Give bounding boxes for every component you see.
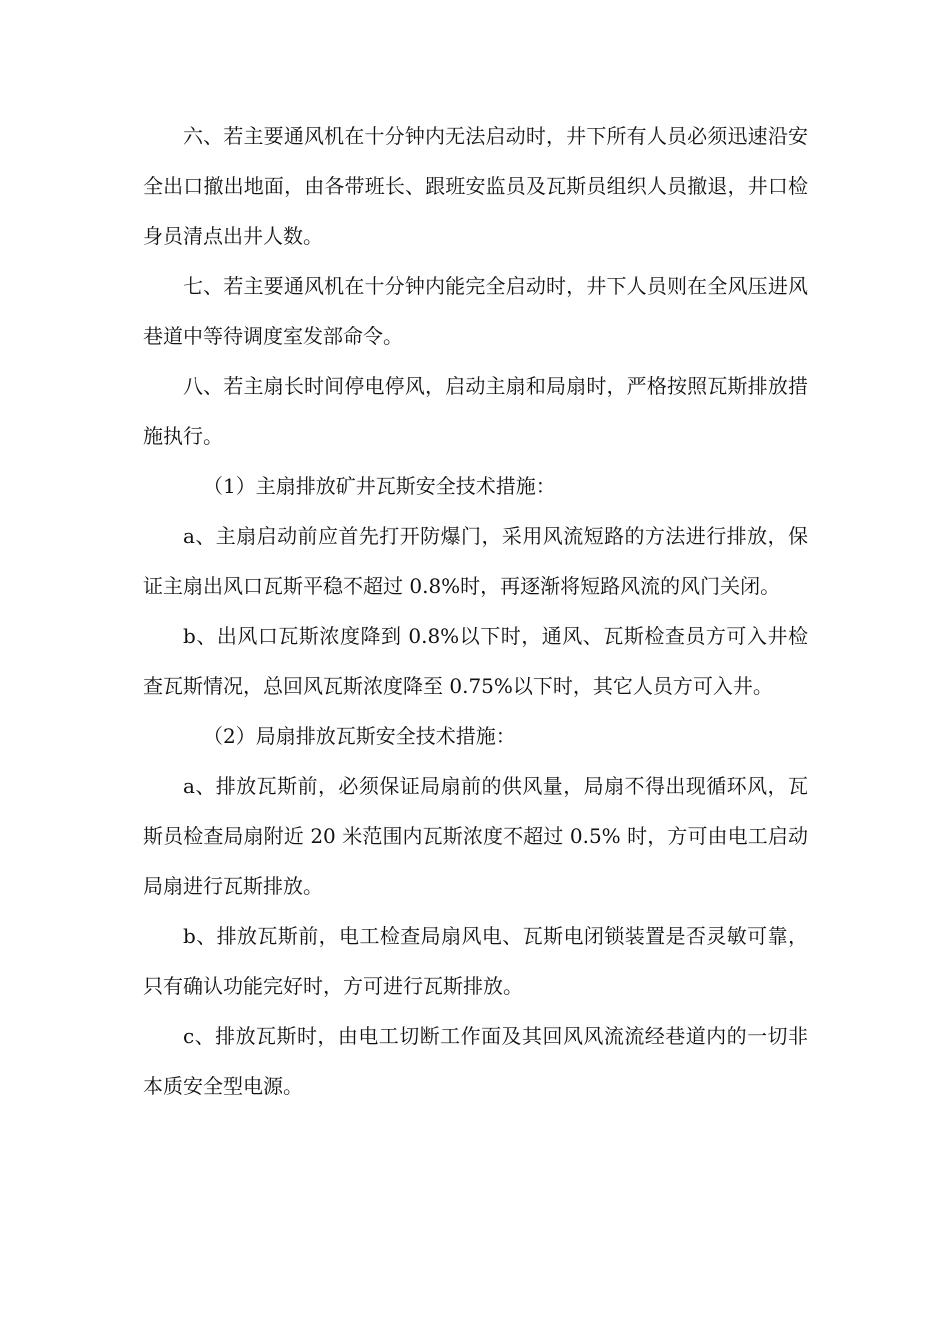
main-fan-item-a: a、主扇启动前应首先打开防爆门，采用风流短路的方法进行排放，保证主扇出风口瓦斯平稳不超过 0.8%时，再逐渐将短路风流的风门关闭。	[143, 524, 808, 598]
paragraph-six: 六、若主要通风机在十分钟内无法启动时，井下所有人员必须迅速沿安全出口撤出地面，由各带班长、跟班安监员及瓦斯员组织人员撤退，井口检身员清点出井人数。	[143, 124, 808, 248]
main-fan-item-b: b、出风口瓦斯浓度降到 0.8%以下时，通风、瓦斯检查员方可入井检查瓦斯情况，总回风瓦斯浓度降至 0.75%以下时，其它人员方可入井。	[143, 624, 808, 698]
document-body	[143, 111, 808, 1111]
subsection-main-fan-heading: （1）主扇排放矿井瓦斯安全技术措施：	[203, 474, 556, 498]
local-fan-item-b: b、排放瓦斯前，电工检查局扇风电、瓦斯电闭锁装置是否灵敏可靠，只有确认功能完好时，方可进行瓦斯排放。	[143, 924, 808, 998]
subsection-local-fan-heading: （2）局扇排放瓦斯安全技术措施：	[203, 724, 516, 748]
paragraph-seven: 七、若主要通风机在十分钟内能完全启动时，井下人员则在全风压进风巷道中等待调度室发部命令。	[143, 274, 808, 348]
local-fan-item-a: a、排放瓦斯前，必须保证局扇前的供风量，局扇不得出现循环风，瓦斯员检查局扇附近 20 米范围内瓦斯浓度不超过 0.5% 时，方可由电工启动局扇进行瓦斯排放。	[143, 774, 808, 898]
paragraph-eight: 八、若主扇长时间停电停风，启动主扇和局扇时，严格按照瓦斯排放措施执行。	[143, 374, 808, 448]
local-fan-item-c: c、排放瓦斯时，由电工切断工作面及其回风风流流经巷道内的一切非本质安全型电源。	[143, 1024, 808, 1098]
